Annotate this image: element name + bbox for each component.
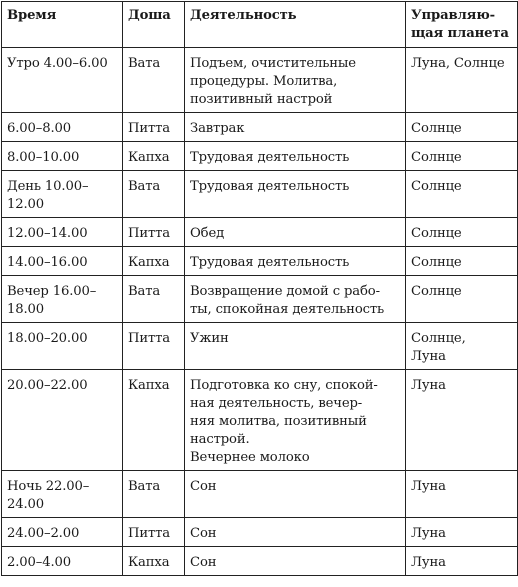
cell-activity: Подъем, очистительные процедуры. Молитва, позитивный настрой bbox=[185, 48, 406, 113]
cell-activity: Ужин bbox=[185, 323, 406, 370]
cell-dosha: Вата bbox=[123, 276, 185, 323]
table-row bbox=[2, 48, 518, 113]
cell-planet: Солнце bbox=[406, 247, 518, 276]
table-row bbox=[2, 247, 518, 276]
cell-planet: Луна bbox=[406, 518, 518, 547]
cell-activity: Трудовая деятельность bbox=[185, 171, 406, 218]
table-row bbox=[2, 370, 518, 471]
cell-planet: Солнце bbox=[406, 276, 518, 323]
table-header bbox=[2, 2, 518, 48]
cell-planet: Солнце bbox=[406, 218, 518, 247]
table-row bbox=[2, 171, 518, 218]
cell-time: 24.00–2.00 bbox=[2, 518, 123, 547]
table-row bbox=[2, 218, 518, 247]
daily-routine-table bbox=[1, 1, 518, 576]
header-activity: Деятельность bbox=[185, 2, 406, 48]
cell-time: 20.00–22.00 bbox=[2, 370, 123, 471]
cell-activity: Сон bbox=[185, 547, 406, 576]
cell-dosha: Питта bbox=[123, 323, 185, 370]
cell-time: День 10.00– 12.00 bbox=[2, 171, 123, 218]
cell-dosha: Капха bbox=[123, 247, 185, 276]
cell-dosha: Вата bbox=[123, 171, 185, 218]
cell-time: Ночь 22.00– 24.00 bbox=[2, 471, 123, 518]
cell-dosha: Вата bbox=[123, 471, 185, 518]
table-row bbox=[2, 323, 518, 370]
cell-activity: Подготовка ко сну, спокой- ная деятельность, вечер- няя молитва, позитивный настрой. Вечернее молоко bbox=[185, 370, 406, 471]
cell-time: 14.00–16.00 bbox=[2, 247, 123, 276]
cell-dosha: Вата bbox=[123, 48, 185, 113]
cell-dosha: Питта bbox=[123, 518, 185, 547]
table-row bbox=[2, 113, 518, 142]
cell-dosha: Капха bbox=[123, 547, 185, 576]
header-time: Время bbox=[2, 2, 123, 48]
header-dosha: Доша bbox=[123, 2, 185, 48]
header-row bbox=[2, 2, 518, 48]
table-row bbox=[2, 471, 518, 518]
table-row bbox=[2, 276, 518, 323]
cell-dosha: Капха bbox=[123, 142, 185, 171]
header-planet: Управляю- щая планета bbox=[406, 2, 518, 48]
cell-dosha: Питта bbox=[123, 218, 185, 247]
cell-activity: Трудовая деятельность bbox=[185, 142, 406, 171]
cell-activity: Сон bbox=[185, 518, 406, 547]
cell-activity: Завтрак bbox=[185, 113, 406, 142]
cell-time: Утро 4.00–6.00 bbox=[2, 48, 123, 113]
cell-dosha: Питта bbox=[123, 113, 185, 142]
cell-planet: Солнце bbox=[406, 142, 518, 171]
cell-planet: Солнце, Луна bbox=[406, 323, 518, 370]
table-row bbox=[2, 547, 518, 576]
cell-planet: Луна bbox=[406, 370, 518, 471]
table-body bbox=[2, 48, 518, 576]
cell-activity: Трудовая деятельность bbox=[185, 247, 406, 276]
cell-planet: Луна bbox=[406, 547, 518, 576]
cell-time: 2.00–4.00 bbox=[2, 547, 123, 576]
cell-activity: Сон bbox=[185, 471, 406, 518]
cell-activity: Возвращение домой с рабо- ты, спокойная деятельность bbox=[185, 276, 406, 323]
cell-time: Вечер 16.00– 18.00 bbox=[2, 276, 123, 323]
cell-time: 8.00–10.00 bbox=[2, 142, 123, 171]
cell-planet: Луна, Солнце bbox=[406, 48, 518, 113]
cell-planet: Солнце bbox=[406, 113, 518, 142]
cell-time: 12.00–14.00 bbox=[2, 218, 123, 247]
table-row bbox=[2, 518, 518, 547]
table-row bbox=[2, 142, 518, 171]
cell-time: 18.00–20.00 bbox=[2, 323, 123, 370]
cell-activity: Обед bbox=[185, 218, 406, 247]
cell-planet: Луна bbox=[406, 471, 518, 518]
cell-planet: Солнце bbox=[406, 171, 518, 218]
cell-dosha: Капха bbox=[123, 370, 185, 471]
cell-time: 6.00–8.00 bbox=[2, 113, 123, 142]
